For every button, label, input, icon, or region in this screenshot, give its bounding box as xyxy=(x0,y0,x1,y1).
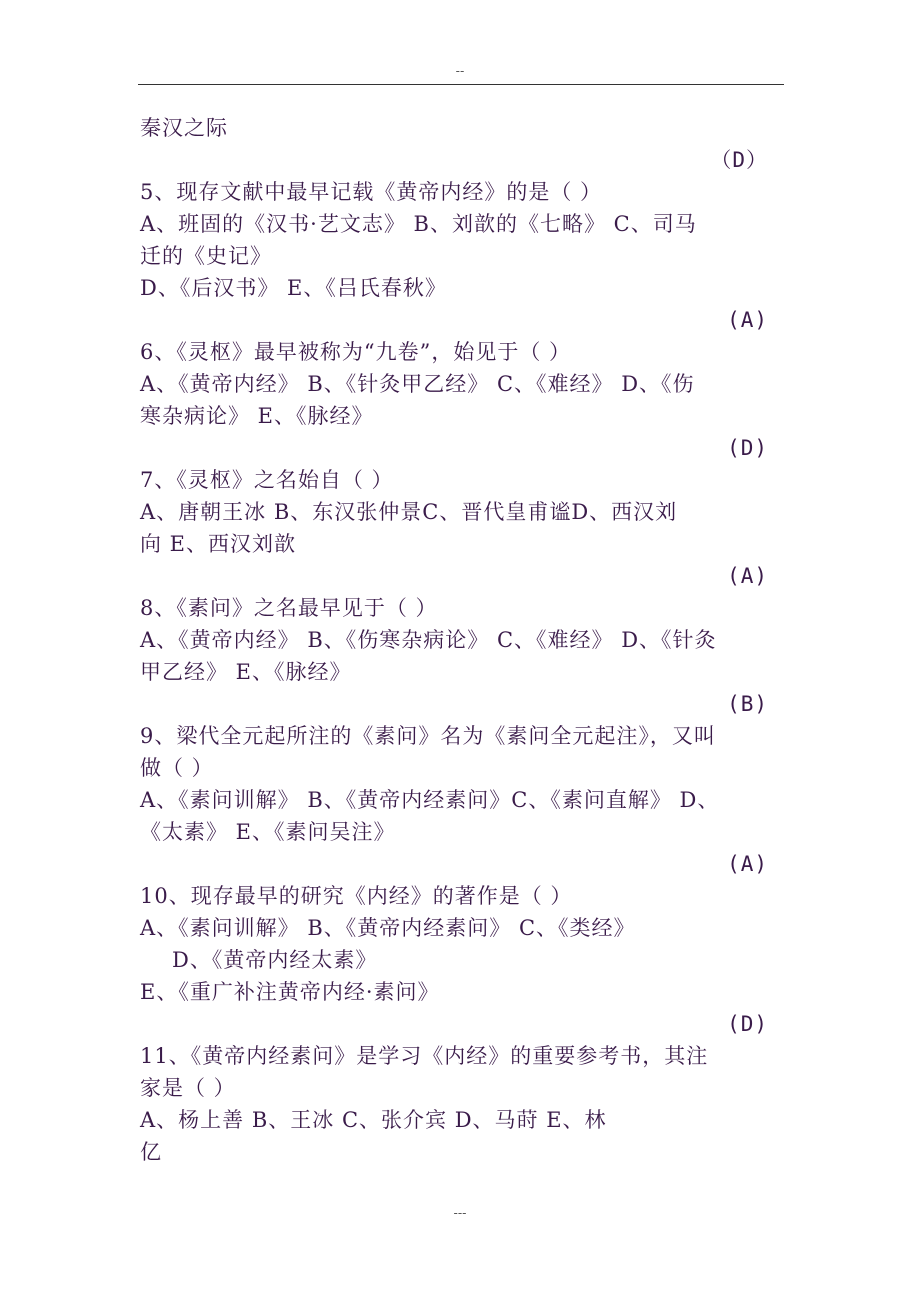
question-6-options: 寒杂病论》 E、《脉经》 xyxy=(140,404,374,428)
text-line: 秦汉之际 xyxy=(140,116,228,140)
question-9-stem: 做（ ） xyxy=(140,756,214,780)
question-10-options: E、《重广补注黄帝内经·素问》 xyxy=(140,980,440,1004)
header-mark: -- xyxy=(455,64,465,78)
question-8-options: A、《黄帝内经》 B、《伤寒杂病论》 C、《难经》 D、《针灸 xyxy=(140,628,717,652)
question-10-options: D、《黄帝内经太素》 xyxy=(172,948,378,972)
question-5-options: D、《后汉书》 E、《吕氏春秋》 xyxy=(140,276,447,300)
question-8-options: 甲乙经》 E、《脉经》 xyxy=(140,660,352,684)
question-8-stem: 8、《素问》之名最早见于（ ） xyxy=(140,596,438,620)
question-11-options: A、杨上善 B、王冰 C、张介宾 D、马莳 E、林 xyxy=(140,1108,607,1132)
question-9-stem: 9、梁代全元起所注的《素问》名为《素问全元起注》，又叫 xyxy=(140,724,716,748)
question-7-options: A、唐朝王冰 B、东汉张仲景C、晋代皇甫谧D、西汉刘 xyxy=(140,500,678,524)
question-6-stem: 6、《灵枢》最早被称为“九卷”，始见于（ ） xyxy=(140,340,572,364)
answer-line: (A) xyxy=(727,308,768,332)
question-11-options: 亿 xyxy=(140,1140,162,1164)
question-5-options: A、班固的《汉书·艺文志》 B、刘歆的《七略》 C、司马 xyxy=(140,212,697,236)
answer-line: (D) xyxy=(727,436,768,460)
question-11-stem: 11、《黄帝内经素问》是学习《内经》的重要参考书，其注 xyxy=(140,1044,709,1068)
answer-line: （D） xyxy=(710,148,768,172)
answer-line: (D) xyxy=(727,1012,768,1036)
question-7-options: 向 E、西汉刘歆 xyxy=(140,532,297,556)
question-10-options: A、《素问训解》 B、《黄帝内经素问》 C、《类经》 xyxy=(140,916,636,940)
question-7-stem: 7、《灵枢》之名始自（ ） xyxy=(140,468,394,492)
answer-line: (A) xyxy=(727,852,768,876)
question-9-options: A、《素问训解》 B、《黄帝内经素问》C、《素问直解》 D、 xyxy=(140,788,720,812)
question-11-stem: 家是（ ） xyxy=(140,1076,236,1100)
footer-mark: --- xyxy=(453,1206,467,1220)
question-9-options: 《太素》 E、《素问吴注》 xyxy=(140,820,396,844)
question-6-options: A、《黄帝内经》 B、《针灸甲乙经》 C、《难经》 D、《伤 xyxy=(140,372,695,396)
question-5-stem: 5、现存文献中最早记载《黄帝内经》的是（ ） xyxy=(140,180,603,204)
answer-line: (B) xyxy=(727,692,768,716)
question-5-options: 迁的《史记》 xyxy=(140,244,272,268)
header-rule xyxy=(138,84,784,85)
answer-line: (A) xyxy=(727,564,768,588)
question-10-stem: 10、现存最早的研究《内经》的著作是（ ） xyxy=(140,884,573,908)
document-body xyxy=(140,112,788,1168)
